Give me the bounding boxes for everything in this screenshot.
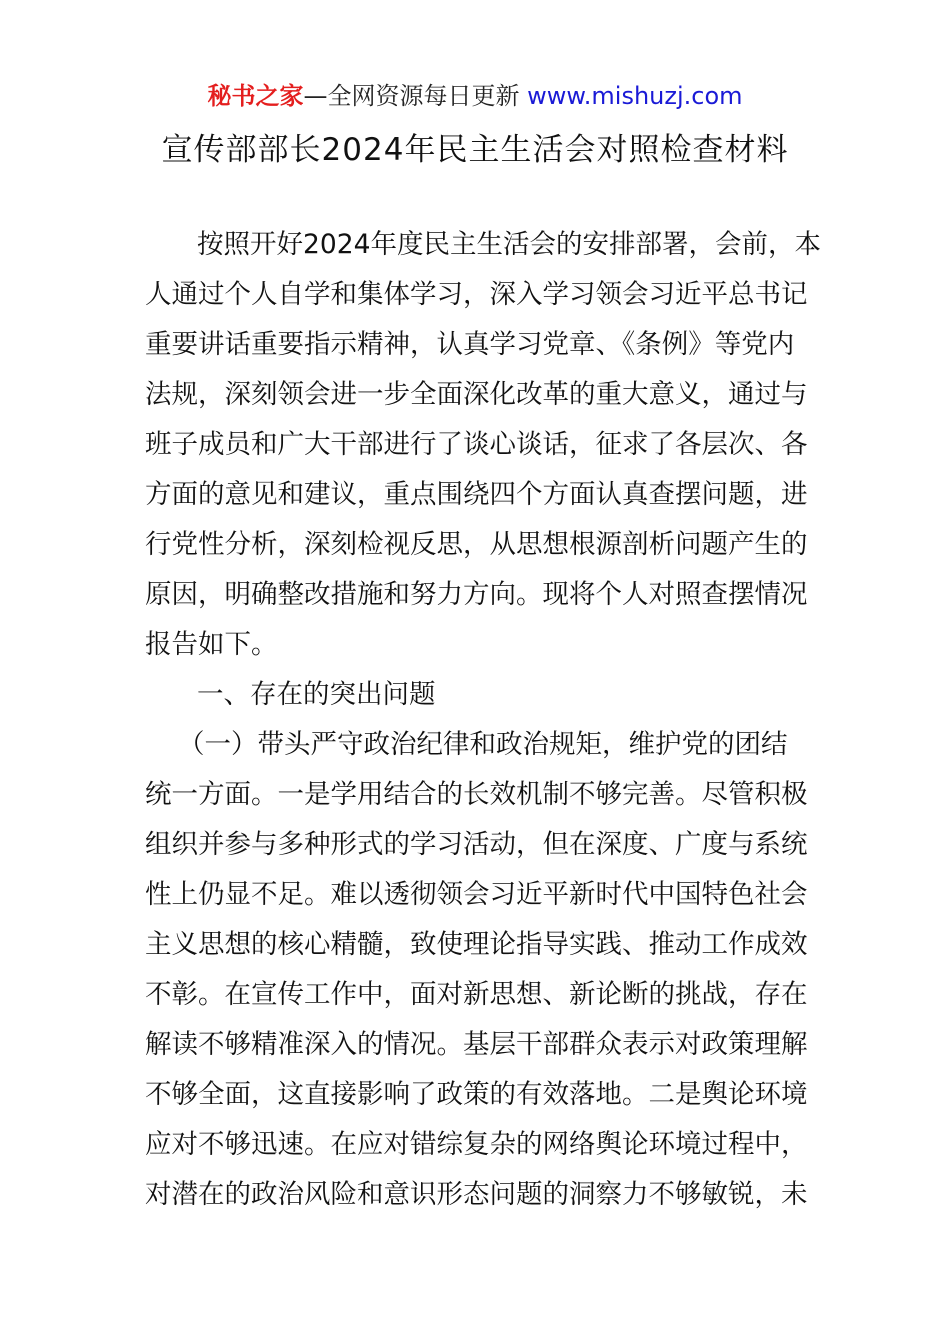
- body-line-14: 性上仍显不足。难以透彻领会习近平新时代中国特色社会: [145, 879, 808, 910]
- body-line-5: 班子成员和广大干部进行了谈心谈话，征求了各层次、各: [145, 429, 808, 460]
- body-line-18: 不够全面，这直接影响了政策的有效落地。二是舆论环境: [145, 1079, 808, 1110]
- body-line-12: 统一方面。一是学用结合的长效机制不够完善。尽管积极: [145, 779, 808, 810]
- body-line-19: 应对不够迅速。在应对错综复杂的网络舆论环境过程中，: [145, 1129, 808, 1160]
- brand-name: 秘书之家: [207, 82, 304, 110]
- body-line-3: 重要讲话重要指示精神，认真学习党章、《条例》等党内: [145, 329, 795, 360]
- body-line-16: 不彰。在宣传工作中，面对新思想、新论断的挑战，存在: [145, 979, 808, 1010]
- body-line-13: 组织并参与多种形式的学习活动，但在深度、广度与系统: [145, 829, 808, 860]
- body-line-15: 主义思想的核心精髓，致使理论指导实践、推动工作成效: [145, 929, 808, 960]
- body-line-8: 原因，明确整改措施和努力方向。现将个人对照查摆情况: [145, 579, 808, 610]
- body-line-17: 解读不够精准深入的情况。基层干部群众表示对政策理解: [145, 1029, 808, 1060]
- section-heading: 一、存在的突出问题: [197, 679, 436, 710]
- body-line-2: 人通过个人自学和集体学习，深入学习领会习近平总书记: [145, 279, 808, 310]
- site-header: [0, 78, 950, 114]
- body-line-1: 按照开好2024年度民主生活会的安排部署，会前，本: [197, 229, 821, 260]
- body-line-11: （一）带头严守政治纪律和政治规矩，维护党的团结: [178, 729, 788, 760]
- body-line-4: 法规，深刻领会进一步全面深化改革的重大意义，通过与: [145, 379, 808, 410]
- body-line-6: 方面的意见和建议，重点围绕四个方面认真查摆问题，进: [145, 479, 808, 510]
- body-line-7: 行党性分析，深刻检视反思，从思想根源剖析问题产生的: [145, 529, 808, 560]
- body-line-9: 报告如下。: [145, 629, 278, 660]
- site-tagline: —全网资源每日更新: [303, 82, 520, 110]
- document-title: 宣传部部长2024年民主生活会对照检查材料: [161, 132, 789, 168]
- body-line-20: 对潜在的政治风险和意识形态问题的洞察力不够敏锐，未: [145, 1179, 808, 1210]
- site-url-link[interactable]: www.mishuzj.com: [527, 82, 743, 110]
